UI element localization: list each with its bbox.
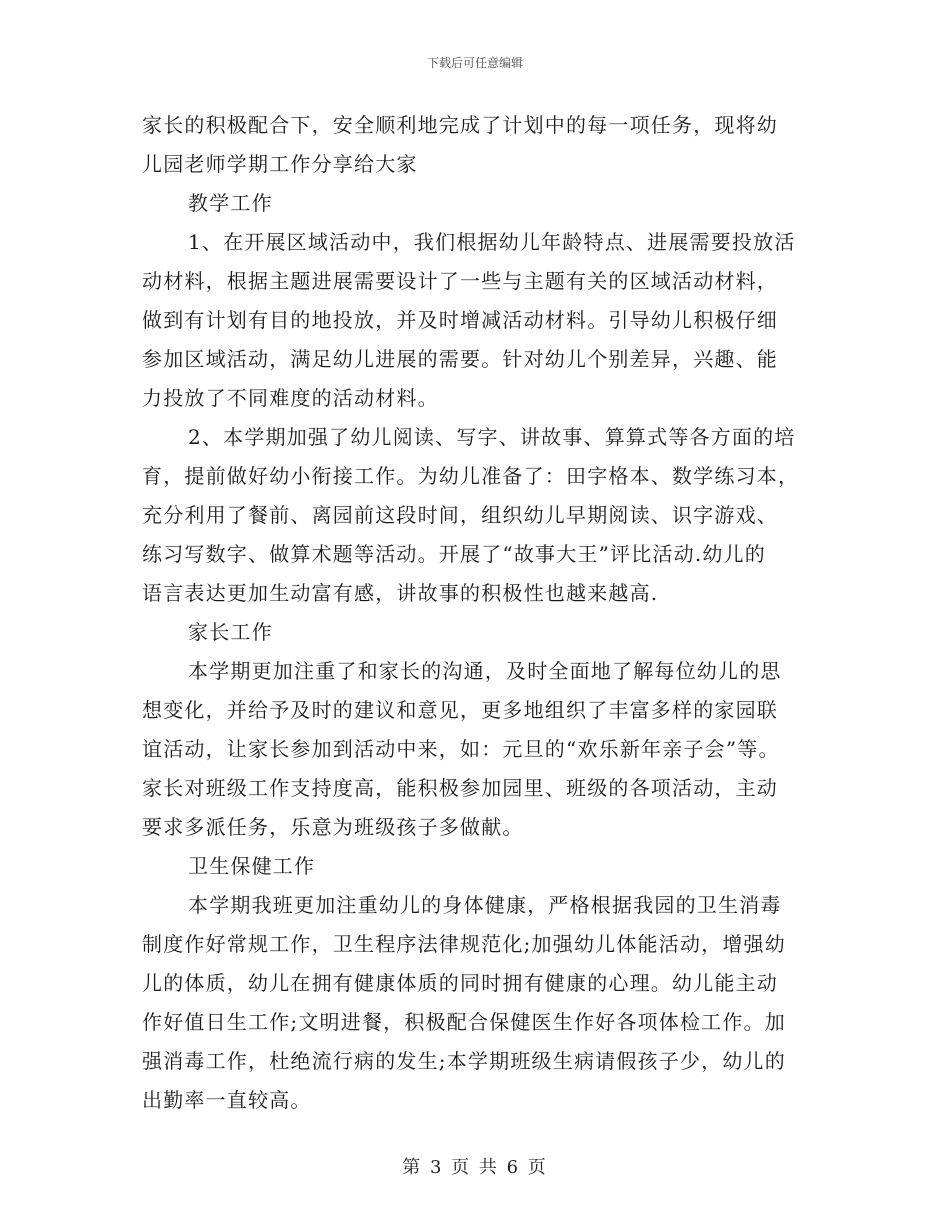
paragraph-start-line: 教学工作 (188, 191, 273, 215)
text-line: 出勤率一直较高。 (142, 1088, 312, 1112)
text-line: 参加区域活动，满足幼儿进展的需要。针对幼儿个别差异，兴趣、能 (142, 347, 778, 371)
paragraph-start-line: 家长工作 (188, 620, 273, 644)
paragraph-start-line: 卫生保健工作 (188, 854, 316, 878)
text-line: 儿的体质，幼儿在拥有健康体质的同时拥有健康的心理。幼儿能主动 (142, 971, 778, 995)
text-line: 动材料，根据主题进展需要设计了一些与主题有关的区域活动材料， (142, 269, 778, 293)
paragraph-start-line: 1、在开展区域活动中，我们根据幼儿年龄特点、进展需要投放活 (188, 230, 796, 254)
text-line: 家长对班级工作支持度高，能积极参加园里、班级的各项活动，主动 (142, 776, 778, 800)
paragraph-start-line: 本学期更加注重了和家长的沟通，及时全面地了解每位幼儿的思 (188, 659, 782, 683)
text-line: 做到有计划有目的地投放，并及时增减活动材料。引导幼儿积极仔细 (142, 308, 778, 332)
text-line: 要求多派任务，乐意为班级孩子多做献。 (142, 815, 524, 839)
text-line: 儿园老师学期工作分享给大家 (142, 152, 418, 176)
text-line: 育，提前做好幼小衔接工作。为幼儿准备了：田字格本、数学练习本， (142, 464, 800, 488)
page-number: 第 3 页 共 6 页 (402, 1157, 548, 1178)
paragraph-start-line: 本学期我班更加注重幼儿的身体健康，严格根据我园的卫生消毒 (188, 893, 782, 917)
text-line: 力投放了不同难度的活动材料。 (142, 386, 439, 410)
text-line: 谊活动，让家长参加到活动中来，如：元旦的“欢乐新年亲子会”等。 (142, 737, 780, 761)
text-line: 制度作好常规工作，卫生程序法律规范化;加强幼儿体能活动，增强幼 (142, 932, 786, 956)
text-line: 强消毒工作，杜绝流行病的发生;本学期班级生病请假孩子少，幼儿的 (142, 1049, 786, 1073)
text-line: 家长的积极配合下，安全顺利地完成了计划中的每一项任务，现将幼 (142, 113, 778, 137)
text-line: 练习写数字、做算术题等活动。开展了“故事大王”评比活动.幼儿的 (142, 542, 767, 566)
text-line: 充分利用了餐前、离园前这段时间，组织幼儿早期阅读、识字游戏、 (142, 503, 778, 527)
text-line: 想变化，并给予及时的建议和意见，更多地组织了丰富多样的家园联 (142, 698, 778, 722)
page-header: 下载后可任意编辑 (426, 56, 523, 70)
text-line: 语言表达更加生动富有感，讲故事的积极性也越来越高. (142, 581, 659, 605)
paragraph-start-line: 2、本学期加强了幼儿阅读、写字、讲故事、算算式等各方面的培 (188, 425, 796, 449)
document-body (142, 106, 814, 1120)
text-line: 作好值日生工作;文明进餐，积极配合保健医生作好各项体检工作。加 (142, 1010, 786, 1034)
